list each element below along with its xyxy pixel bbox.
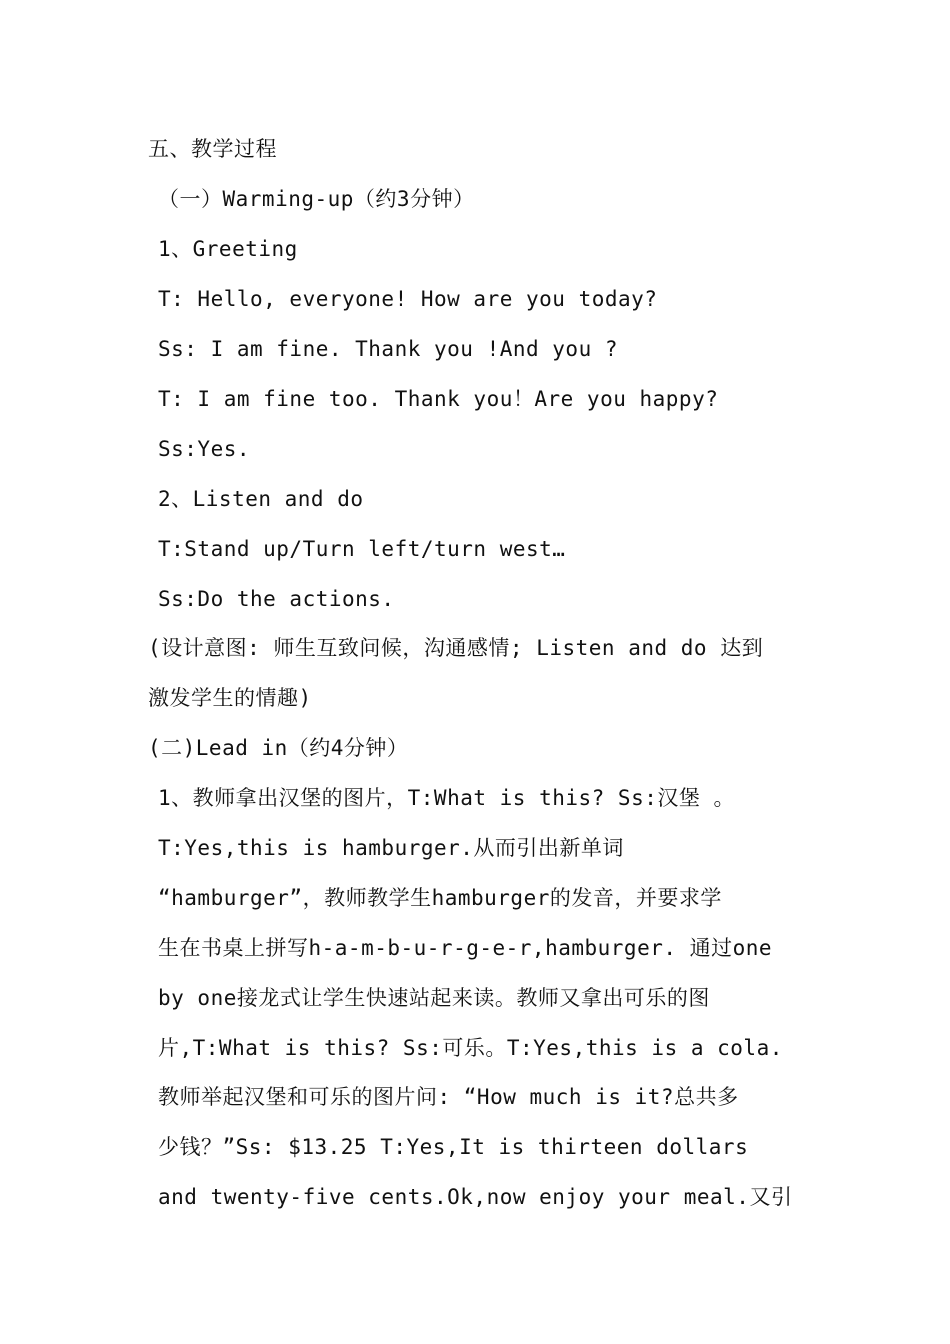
paragraph-line: 生在书桌上拼写h-a-m-b-u-r-g-e-r,hamburger. 通过one <box>158 936 773 960</box>
paragraph-line: by one接龙式让学生快速站起来读。教师又拿出可乐的图 <box>158 986 710 1010</box>
dialogue-line: T: I am fine too. Thank you！Are you happy? <box>158 387 719 411</box>
dialogue-line: T: Hello, everyone! How are you today? <box>158 287 658 311</box>
section-heading: 五、教学过程 <box>148 137 277 161</box>
design-intent-note: 激发学生的情趣) <box>148 686 312 710</box>
item-heading-greeting: 1、Greeting <box>158 237 298 261</box>
subsection-heading-lead-in: (二)Lead in（约4分钟） <box>148 736 409 760</box>
paragraph-line: 少钱？”Ss: $13.25 T:Yes,It is thirteen dollars <box>158 1135 749 1159</box>
paragraph-line: 教师举起汉堡和可乐的图片问: “How much is it?总共多 <box>158 1085 739 1109</box>
paragraph-line: 片,T:What is this? Ss:可乐。T:Yes,this is a cola. <box>158 1036 783 1060</box>
dialogue-line: Ss:Do the actions. <box>158 587 395 611</box>
dialogue-line: Ss: I am fine. Thank you !And you ? <box>158 337 619 361</box>
paragraph-line: “hamburger”，教师教学生hamburger的发音，并要求学 <box>158 886 722 910</box>
paragraph-line: T:Yes,this is hamburger.从而引出新单词 <box>158 836 624 860</box>
paragraph-line: 1、教师拿出汉堡的图片，T:What is this? Ss:汉堡 。 <box>158 786 736 810</box>
item-heading-listen-and-do: 2、Listen and do <box>158 487 364 511</box>
dialogue-line: Ss:Yes. <box>158 437 251 461</box>
design-intent-note: (设计意图: 师生互致问候，沟通感情; Listen and do 达到 <box>148 636 764 660</box>
dialogue-line: T:Stand up/Turn left/turn west… <box>158 537 566 561</box>
subsection-heading-warming-up: （一）Warming-up（约3分钟） <box>158 187 475 211</box>
paragraph-line: and twenty-five cents.Ok,now enjoy your meal.又引 <box>158 1185 793 1209</box>
